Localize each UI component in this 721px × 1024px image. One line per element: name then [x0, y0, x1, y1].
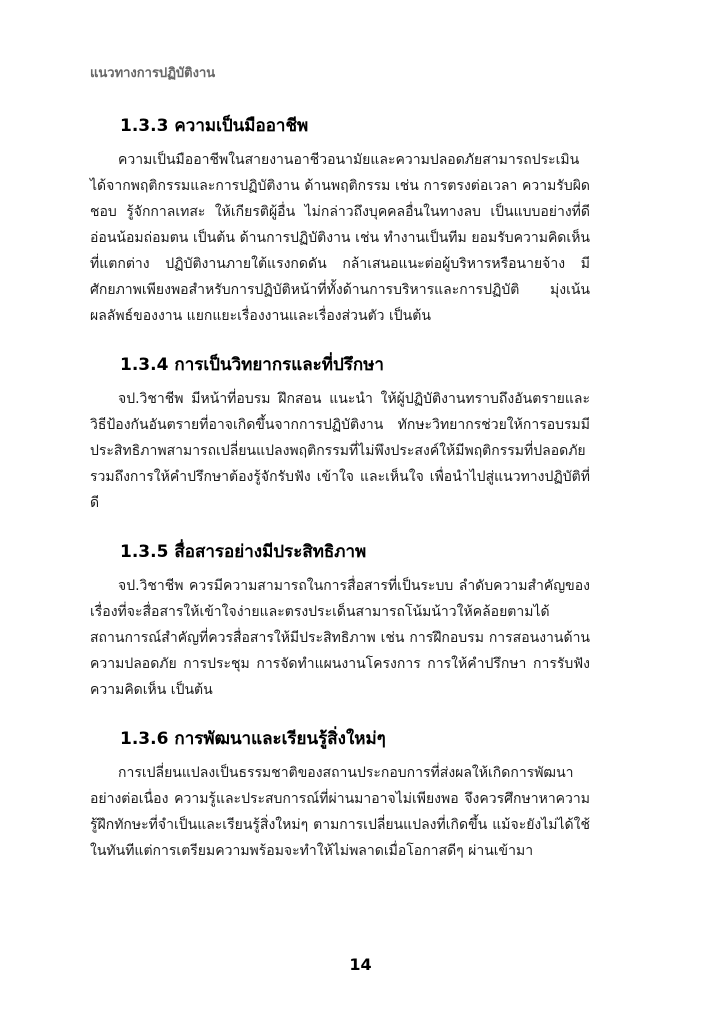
section-1-3-4: [90, 351, 590, 516]
section-body: การเปลี่ยนแปลงเป็นธรรมชาติของสถานประกอบการที่ส่งผลให้เกิดการพัฒนาอย่างต่อเนื่อง ความรู้และประสบการณ์ที่ผ่านมาอาจไม่เพียงพอ จึงควรศึกษาหาความรู้ฝึกทักษะที่จำเป็นและเรียนรู้สิ่งใหม่ๆ ตามการเปลี่ยนแปลงที่เกิดขึ้น แม้จะยังไม่ได้ใช้ในทันทีแต่การเตรียมความพร้อมจะทำให้ไม่พลาดเมื่อโอกาสดีๆ ผ่านเข้ามา: [90, 765, 590, 859]
section-1-3-5: [90, 538, 590, 703]
section-number: 1.3.3: [120, 116, 169, 136]
page-content: [90, 112, 590, 886]
section-number: 1.3.5: [120, 542, 169, 562]
section-heading: [120, 351, 590, 378]
section-title: ความเป็นมืออาชีพ: [174, 116, 309, 136]
section-1-3-6: [90, 725, 590, 864]
section-body: จป.วิชาชีพ ควรมีความสามารถในการสื่อสารที่เป็นระบบ ลำดับความสำคัญของเรื่องที่จะสื่อสารให้เข้าใจง่ายและตรงประเด็นสามารถโน้มน้าวให้คล้อยตามได้ สถานการณ์สำคัญที่ควรสื่อสารให้มีประสิทธิภาพ เช่น การฝึกอบรม การสอนงานด้านความปลอดภัย การประชุม การจัดทำแผนงานโครงการ การให้คำปรึกษา การรับฟังความคิดเห็น เป็นต้น: [90, 578, 590, 698]
section-title: สื่อสารอย่างมีประสิทธิภาพ: [174, 542, 367, 562]
section-number: 1.3.4: [120, 355, 169, 375]
page-number: 14: [349, 955, 372, 974]
section-body: จป.วิชาชีพ มีหน้าที่อบรม ฝึกสอน แนะนำ ให้ผู้ปฏิบัติงานทราบถึงอันตรายและวิธีป้องกันอันตรายที่อาจเกิดขึ้นจากการปฏิบัติงาน ทักษะวิทยากรช่วยให้การอบรมมีประสิทธิภาพสามารถเปลี่ยนแปลงพฤติกรรมที่ไม่พึงประสงค์ให้มีพฤติกรรมที่ปลอดภัย รวมถึงการให้คำปรึกษาต้องรู้จักรับฟัง เข้าใจ และเห็นใจ เพื่อนำไปสู่แนวทางปฏิบัติที่ดี: [90, 391, 590, 511]
section-title: การเป็นวิทยากรและที่ปรึกษา: [174, 355, 384, 375]
section-title: การพัฒนาและเรียนรู้สิ่งใหม่ๆ: [174, 729, 386, 749]
running-header: แนวทางการปฏิบัติงาน: [90, 66, 216, 81]
section-body: ความเป็นมืออาชีพในสายงานอาชีวอนามัยและความปลอดภัยสามารถประเมินได้จากพฤติกรรมและการปฏิบัติงาน ด้านพฤติกรรม เช่น การตรงต่อเวลา ความรับผิดชอบ รู้จักกาลเทสะ ให้เกียรติผู้อื่น ไม่กล่าวถึงบุคคลอื่นในทางลบ เป็นแบบอย่างที่ดี อ่อนน้อมถ่อมตน เป็นต้น ด้านการปฏิบัติงาน เช่น ทำงานเป็นทีม ยอมรับความคิดเห็นที่แตกต่าง ปฏิบัติงานภายใต้แรงกดดัน กล้าเสนอแนะต่อผู้บริหารหรือนายจ้าง มีศักยภาพเพียงพอสำหรับการปฏิบัติหน้าที่ทั้งด้านการบริหารและการปฏิบัติ มุ่งเน้นผลลัพธ์ของงาน แยกแยะเรื่องงานและเรื่องส่วนตัว เป็นต้น: [90, 152, 590, 324]
section-number: 1.3.6: [120, 729, 169, 749]
section-heading: [120, 538, 590, 565]
section-heading: [120, 112, 590, 139]
section-1-3-3: [90, 112, 590, 329]
section-heading: [120, 725, 590, 752]
